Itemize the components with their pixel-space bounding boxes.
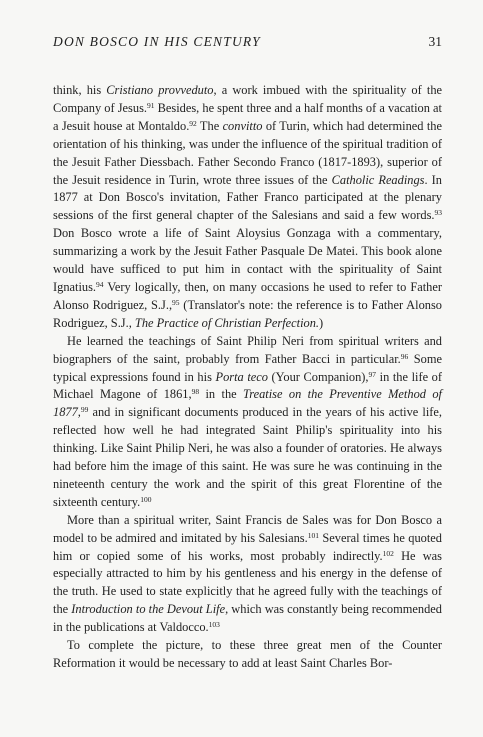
- text-run: , which was constantly being recommended in the publications at Valdocco.: [53, 602, 442, 635]
- footnote-ref: 92: [189, 118, 197, 128]
- text-run: in the: [199, 387, 244, 402]
- paragraph: [53, 637, 442, 673]
- italic-title: Cristiano provveduto: [106, 83, 214, 97]
- text-run: To complete the picture, to these three great men of the Counter Reformation it would be necessary to add at least Saint Charles Bor-: [53, 638, 442, 670]
- footnote-ref: 99: [80, 405, 89, 415]
- text-run: and in significant documents produced in the years of his active life, reflected how well he had integrated Saint Philip's spirituality into his thinking. Like Saint Philip Neri, he was also a founder of oratories. He always had before him the image of this saint. He was sure he was continuing in the nineteenth century the work and the spirit of this great Florentine of the sixteenth century.: [53, 405, 442, 509]
- text-run: , a work imbued with the spirituality of the Company of Jesus.: [53, 83, 443, 115]
- italic-title: Treatise on the Preventive Method of 1877,: [53, 387, 442, 420]
- text-run: Very logically, then, on many occasions he used to refer to Father Alonso Rodriguez, S.J.,: [53, 279, 442, 312]
- footnote-ref: 96: [400, 351, 409, 361]
- footnote-ref: 102: [382, 548, 394, 558]
- italic-title: Catholic Readings: [331, 172, 425, 187]
- text-run: More than a spiritual writer, Saint Francis de Sales was for Don Bosco a model to be admired and imitated by his Salesians.: [53, 512, 442, 545]
- footnote-ref: 94: [96, 279, 104, 289]
- text-run: . In 1877 at Don Bosco's invitation, Father Franco participated at the plenary sessions of the first general chapter of the Salesians and said a few words.: [53, 172, 442, 223]
- italic-title: convitto: [222, 118, 263, 133]
- footnote-ref: 97: [368, 369, 377, 379]
- running-title: DON BOSCO IN HIS CENTURY: [53, 34, 261, 49]
- footnote-ref: 91: [147, 100, 155, 110]
- body-text: [53, 82, 442, 673]
- page-header: [53, 34, 442, 56]
- footnote-ref: 100: [140, 494, 152, 504]
- paragraph: [53, 512, 442, 637]
- text-run: Several times he quoted him or copied some of his works, most probably indirectly.: [53, 530, 442, 563]
- paragraph: [53, 333, 442, 512]
- text-run: He learned the teachings of Saint Philip Neri from spiritual writers and biographers of the saint, probably from Father Bacci in particular.: [53, 333, 442, 366]
- text-run: He was especially attracted to him by his gentleness and his energy in the defense of the truth. He used to state explicitly that he agreed fully with the teachings of the: [53, 548, 442, 617]
- footnote-ref: 98: [191, 387, 200, 397]
- footnote-ref: 95: [172, 297, 180, 307]
- footnote-ref: 101: [307, 530, 319, 540]
- italic-title: Porta teco: [215, 369, 268, 384]
- text-run: think, his: [53, 83, 107, 97]
- text-run: (Translator's note: the reference is to Father Alonso Rodriguez, S.J.,: [53, 297, 442, 330]
- italic-title: The Practice of Christian Perfection.: [134, 315, 320, 330]
- text-run: of Turin, which had determined the orientation of his thinking, was under the influence of the spiritual tradition of the Jesuit Father Diessbach. Father Secondo Franco (1817-1893), superior of the Jesuit residence in Turin, wrote three issues of the: [53, 118, 442, 187]
- footnote-ref: 93: [434, 208, 442, 218]
- text-run: Some typical expressions found in his: [53, 351, 443, 384]
- text-run: (Your Companion),: [267, 369, 369, 384]
- italic-title: Introduction to the Devout Life: [71, 602, 226, 617]
- footnote-ref: 103: [208, 620, 220, 630]
- text-run: ): [319, 315, 324, 330]
- text-run: in the life of Michael Magone of 1861,: [53, 369, 442, 402]
- paragraph: [53, 82, 442, 333]
- text-run: Don Bosco wrote a life of Saint Aloysius Gonzaga with a commentary, summarizing a work by the Jesuit Father Pasquale De Matei. This book alone would have sufficed to put him in contact with the spirituality of Saint Ignatius.: [53, 226, 442, 294]
- text-run: Besides, he spent three and a half months of a vacation at a Jesuit house at Montaldo.: [53, 100, 442, 133]
- page-number: 31: [428, 34, 442, 49]
- text-run: The: [196, 118, 223, 133]
